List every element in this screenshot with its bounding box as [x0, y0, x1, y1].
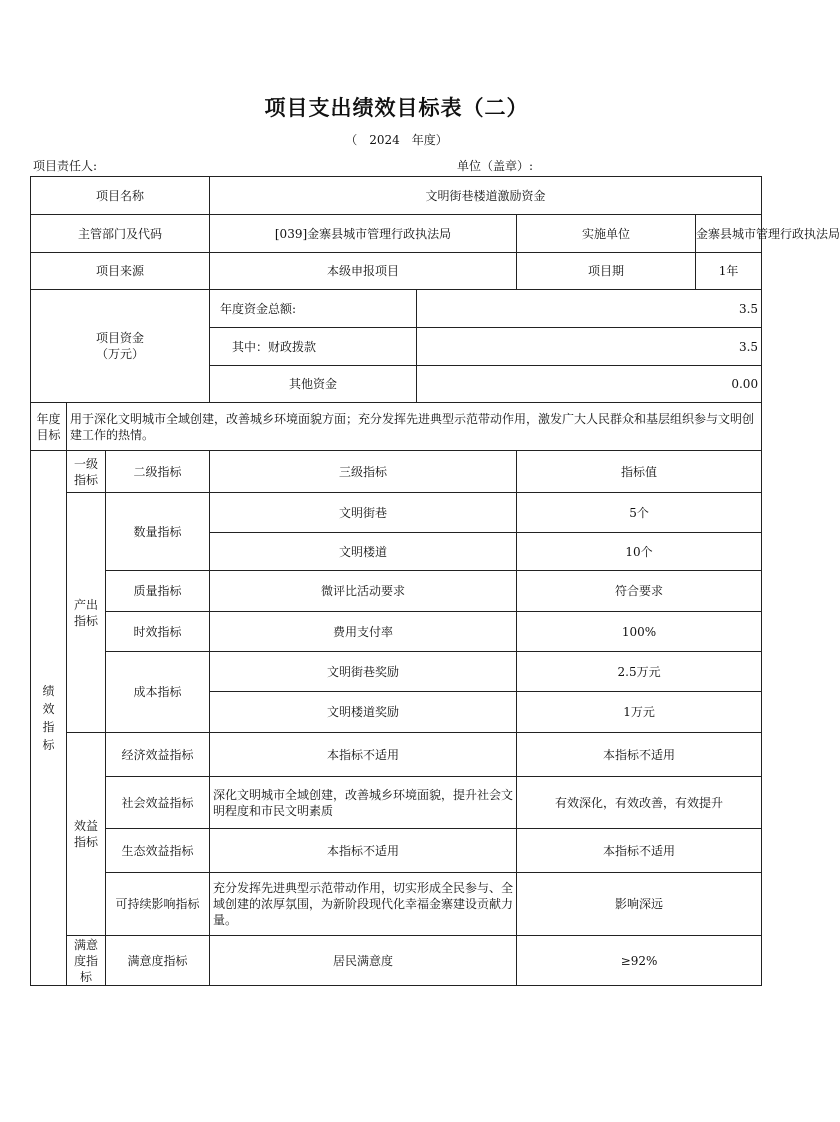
annual-goal-label: [31, 403, 67, 451]
row-project-name: [31, 177, 762, 215]
quality-value: 符合要求: [517, 571, 762, 612]
timeliness-value: 100%: [517, 612, 762, 652]
row-department: [31, 215, 762, 253]
total-funds-value: 3.5: [417, 290, 762, 328]
social-value: 有效深化，有效改善，有效提升: [517, 777, 762, 829]
table-row: [31, 777, 762, 829]
social-indicator: 社会效益指标: [106, 777, 210, 829]
satisfaction-item: 居民满意度: [210, 936, 517, 986]
responsible-person-label: 项目责任人:: [33, 159, 98, 173]
quality-item: 微评比活动要求: [210, 571, 517, 612]
page-title: 项目支出绩效目标表（二）: [264, 96, 529, 120]
project-name-label: 项目名称: [31, 177, 210, 215]
implementing-unit-label: 实施单位: [517, 215, 696, 253]
satisfaction-label-line2: 度指: [73, 953, 98, 968]
project-funds-label-line1: 项目资金: [96, 331, 145, 345]
ecological-item: 本指标不适用: [210, 829, 517, 873]
sustainable-value: 影响深远: [517, 873, 762, 936]
project-funds-label: [31, 290, 210, 403]
project-name-value: 文明街巷楼道激励资金: [210, 177, 762, 215]
quality-indicator: 质量指标: [106, 571, 210, 612]
benefit-label-line1: 效益: [73, 819, 98, 833]
year-line: （ 2024 年度）: [345, 133, 448, 147]
economic-value: 本指标不适用: [517, 733, 762, 777]
table-row: [31, 571, 762, 612]
quantity-value-2: 10个: [517, 533, 762, 571]
performance-indicators-text: 绩效指标: [42, 684, 55, 752]
level2-header: 二级指标: [106, 451, 210, 493]
implementing-unit-value: 金寨县城市管理行政执法局: [696, 215, 762, 253]
fiscal-funds-label: 其中：财政拨款: [210, 328, 417, 366]
level1-header: [67, 451, 106, 493]
timeliness-item: 费用支付率: [210, 612, 517, 652]
sustainable-item: 充分发挥先进典型示范带动作用，切实形成全民参与、全域创建的浓厚氛围，为新阶段现代化幸福金寨建设贡献力量。: [210, 873, 517, 936]
output-label-line2: 指标: [73, 613, 98, 628]
output-label-line1: 产出: [73, 597, 98, 612]
performance-indicators-label: [31, 451, 67, 986]
quantity-item-2: 文明楼道: [210, 533, 517, 571]
satisfaction-label-line1: 满意: [73, 937, 98, 952]
ecological-indicator: 生态效益指标: [106, 829, 210, 873]
row-annual-goal: [31, 403, 762, 451]
annual-goal-value: 用于深化文明城市全域创建，改善城乡环境面貌方面；充分发挥先进典型示范带动作用，激发广大人民群众和基层组织参与文明创建工作的热情。: [67, 403, 762, 451]
output-indicators-label: [67, 493, 106, 733]
cost-value-1: 2.5万元: [517, 652, 762, 692]
table-row: [31, 829, 762, 873]
total-funds-label: 年度资金总额:: [210, 290, 417, 328]
other-funds-value: 0.00: [417, 366, 762, 403]
level1-header-line1: 一级: [73, 456, 98, 471]
project-source-value: 本级申报项目: [210, 253, 517, 290]
sustainable-indicator: 可持续影响指标: [106, 873, 210, 936]
cost-indicator: 成本指标: [106, 652, 210, 733]
level1-header-line2: 指标: [73, 472, 98, 487]
value-header: 指标值: [517, 451, 762, 493]
ecological-value: 本指标不适用: [517, 829, 762, 873]
satisfaction-value: ≥92%: [517, 936, 762, 986]
cost-item-1: 文明街巷奖励: [210, 652, 517, 692]
unit-stamp-label: 单位（盖章）:: [457, 159, 534, 173]
other-funds-label: 其他资金: [210, 366, 417, 403]
quantity-value-1: 5个: [517, 493, 762, 533]
economic-item: 本指标不适用: [210, 733, 517, 777]
quantity-indicator: 数量指标: [106, 493, 210, 571]
project-source-label: 项目来源: [31, 253, 210, 290]
social-item: 深化文明城市全域创建，改善城乡环境面貌，提升社会文明程度和市民文明素质: [210, 777, 517, 829]
cost-value-2: 1万元: [517, 692, 762, 733]
level3-header: 三级指标: [210, 451, 517, 493]
benefit-indicators-label: [67, 733, 106, 936]
benefit-label-line2: 指标: [73, 835, 98, 849]
table-row: [31, 873, 762, 936]
annual-goal-label-line2: 目标: [36, 427, 61, 442]
table-row: [31, 936, 762, 986]
table-row: [31, 652, 762, 692]
annual-goal-label-line1: 年度: [36, 411, 61, 426]
row-funds-total: [31, 290, 762, 328]
table-row: [31, 733, 762, 777]
satisfaction-label-line3: 标: [79, 969, 92, 984]
performance-table: [30, 176, 840, 986]
row-source: [31, 253, 762, 290]
economic-indicator: 经济效益指标: [106, 733, 210, 777]
department-value: [039]金寨县城市管理行政执法局: [210, 215, 517, 253]
quantity-item-1: 文明街巷: [210, 493, 517, 533]
satisfaction-indicator: 满意度指标: [106, 936, 210, 986]
project-period-value: 1年: [696, 253, 762, 290]
satisfaction-indicators-label: [67, 936, 106, 986]
project-period-label: 项目期: [517, 253, 696, 290]
cost-item-2: 文明楼道奖励: [210, 692, 517, 733]
project-funds-label-line2: （万元）: [96, 347, 145, 361]
fiscal-funds-value: 3.5: [417, 328, 762, 366]
department-label: 主管部门及代码: [31, 215, 210, 253]
timeliness-indicator: 时效指标: [106, 612, 210, 652]
table-row: [31, 612, 762, 652]
table-row: [31, 493, 762, 533]
row-indicator-header: [31, 451, 762, 493]
